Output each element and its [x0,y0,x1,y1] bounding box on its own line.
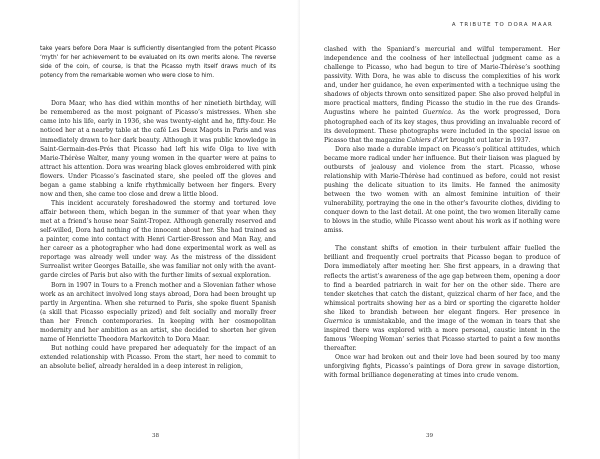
paragraph [324,45,560,145]
paragraph: Born in 1907 in Tours to a French mother and a Slovenian father whose work as an architect involved long stays abroad, Dora had been brought up partly in Argentina. When she returned to Paris, she spoke fluent Spanish (a skill that Picasso especially prized) and felt socially and morally freer than her French contemporaries. In keeping with her cosmopolitan modernity and her ambition as an artist, she decided to shorten her given name of Henriette Theodora Markovitch to Dora Maar. [40,281,276,343]
text-run: The constant shifts of emotion in their turbulent affair fuelled the brilliant and frequently cruel portraits that Picasso began to produce of Dora immediately after meeting her. She first appears, in a drawing that reflects the artist’s awareness of the age gap between them, opening a door to find a bearded patriarch in wait for her on the other side. There are tender sketches that catch the distant, quizzical charm of her face, and the whimsical portraits showing her as a bird or sporting the cigarette holder she liked to brandish between her elegant fingers. Her presence in [324,245,560,316]
paragraph: Dora Maar, who has died within months of her ninetieth birthday, will be remembered as the most poignant of Picasso’s mistresses. When she came into his life, early in 1936, she was twenty-eight and he, fifty-four. He noticed her at a nearby table at the café Les Deux Magots in Paris and was immediately drawn to her dark beauty. Although it was public knowledge in Saint-Germain-des-Prés that Picasso had left his wife Olga to live with Marie-Thérèse Walter, many young women in the quarter were at pains to attract his attention. Dora was wearing black gloves embroidered with pink flowers. Under Picasso’s fascinated stare, she peeled off the gloves and began a game stabbing a knife rhythmically between her fingers. Every now and then, she came too close and drew a little blood. [40,100,276,198]
paragraph: Dora also made a durable impact on Picasso’s political attitudes, which became more radical under her influence. But their liaison was plagued by outbursts of jealousy and violence from the start. Picasso, whose relationship with Marie-Thérèse had continued as before, could not resist pushing the delicate situation to its limits. He fanned the animosity between the two women with an almost feminine intuition of their vulnerability, portraying the one in the other’s favourite clothes, dividing to conquer down to the last detail. At one point, the two women literally came to blows in the studio, while Picasso went about his work as if nothing were amiss. [324,145,560,235]
italic-title: Guernica [324,317,353,325]
text-run: clashed with the Spaniard’s mercurial and wilful temperament. Her independence and the coolness of her intellectual judgment came as a challenge to Picasso, who had begun to tire of Marie-Thérèse’s soothing passivity. With Dora, he was able to discuss the complexities of his work and, under her guidance, he even experimented with a technique using the shadows of objects thrown onto sensitized paper. She also proved helpful in more practical matters, finding Picasso the studio in the rue des Grands-Augustins where he painted [324,46,560,117]
italic-title: Guernica [422,109,452,117]
paragraph: This incident accurately foreshadowed the stormy and tortured love affair between them, which began in the summer of that year when they met at a friend’s house near Saint-Tropez. Although generally reserved and self-willed, Dora had nothing of the innocent about her. She had trained as a painter, come into contact with Henri Cartier-Bresson and Man Ray, and her career as a photographer who had done experimental work as well as reportage was already well under way. As the mistress of the dissident Surrealist writer Georges Bataille, she was familiar not only with the avant-garde circles of Paris but also with the further limits of sexual exploration. [40,199,276,280]
text-run: is unmistakable, and the image of the woman in tears that she inspired there was explored with a more personal, caustic intent in the famous ‘Weeping Woman’ series that Picasso started to paint a few months thereafter. [324,317,560,352]
right-page [300,0,600,459]
paragraph: Once war had broken out and their love had been soured by too many unforgiving fights, Picasso’s paintings of Dora grew in savage distortion, with formal brilliance degenerating at times into crude venom. [324,354,560,380]
right-page-text [324,45,560,380]
italic-title: Cahiers d’Art [406,136,449,144]
page-number: 38 [152,433,160,439]
text-run: . As the work progressed, Dora photographed each of its key stages, thus providing an invaluable record of its development. These photographs were included in the special issue on Picasso that the magazine [324,109,561,144]
paragraph [324,244,560,353]
paragraph: But nothing could have prepared her adequately for the impact of an extended relationship with Picasso. From the start, her need to commit to an absolute belief, already heralded in a deep interest in religion, [40,344,276,371]
intro-paragraph: take years before Dora Maar is sufficiently disentangled from the potent Picasso ‘myth’ for her achievement to be evaluated on its own merits alone. The reverse side of the coin, of course, is that the Picasso myth itself draws much of its potency from the remarkable women who were close to him. [40,46,276,80]
text-run: brought out later in 1937. [448,136,531,144]
left-page-text [40,45,276,371]
running-head: A TRIBUTE TO DORA MAAR [451,22,553,28]
page-number: 39 [426,433,434,439]
